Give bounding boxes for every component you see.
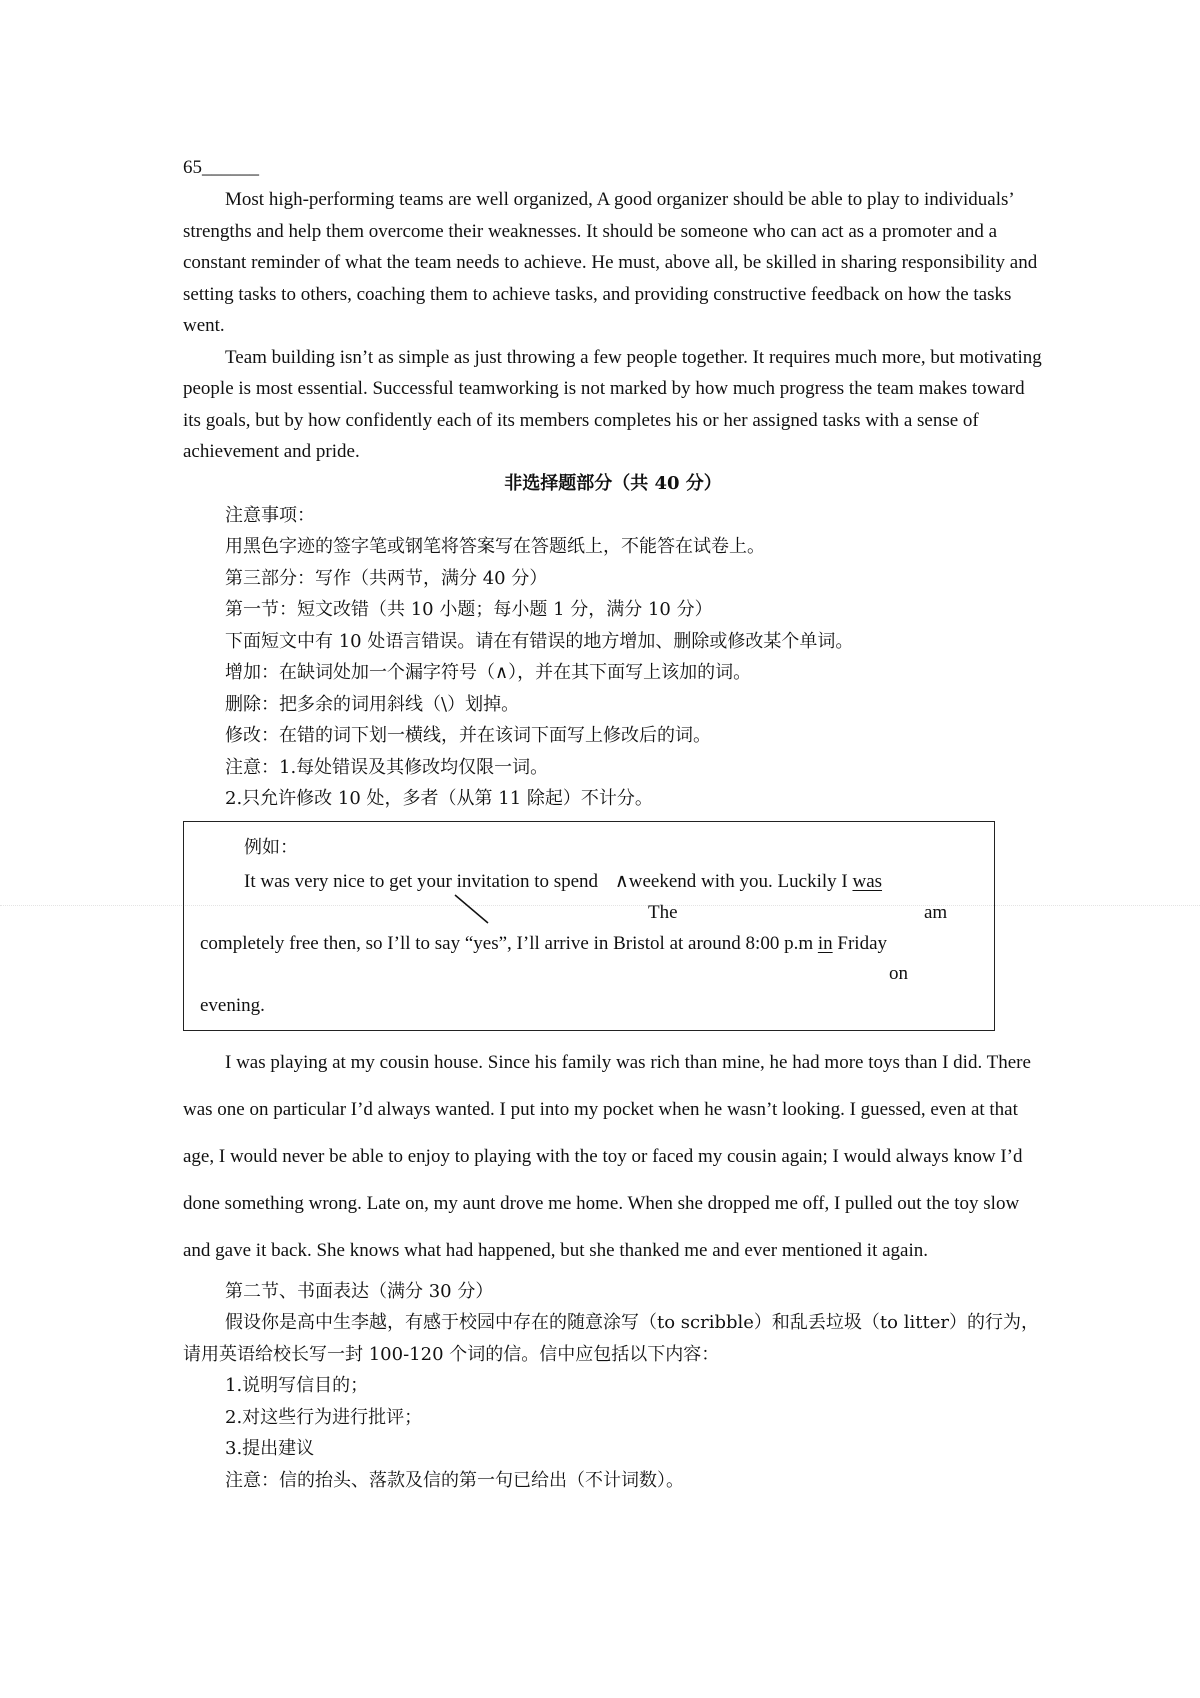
writing-item1: 1.说明写信目的； xyxy=(225,1375,369,1396)
notes-part3: 第三部分：写作（共两节，满分 40 分） xyxy=(225,567,548,589)
notes-delete: 删除：把多余的词用斜线（\）划掉。 xyxy=(225,693,520,715)
section-title: 非选择题部分（共 40 分） xyxy=(504,472,722,494)
caret-mark: ∧ xyxy=(614,870,629,892)
example-line2 xyxy=(200,932,887,956)
fix-on: on xyxy=(889,962,908,984)
error-correction-passage: I was playing at my cousin house. Since his family was rich than mine, he had more toys than I did. There was one on particular I’d always wanted. I put into my pocket when he wasn’t looking. I guessed, even at that age, I would never be able to enjoy to playing with the toy or faced my cousin again; I would always know I’d done something wrong. Late on, my aunt drove me home. When she dropped me off, I pulled out the toy slow and gave it back. She knows what had happened, but she thanked me and ever mentioned it again. xyxy=(183,1051,1031,1261)
passage-paragraph-1: Most high-performing teams are well organized, A good organizer should be able to play to individuals’ strengths and help them overcome their weaknesses. It should be someone who can act as a promoter and a constant reminder of what the team needs to achieve. He must, above all, be skilled in sharing responsibility and setting tasks to others, coaching them to achieve tasks, and providing constructive feedback on how the tasks went. xyxy=(183,189,1038,336)
example-box xyxy=(183,821,995,1031)
underlined-in: in xyxy=(817,932,833,954)
example-line2-text: completely free then, so I’ll to say “yes”, I’ll arrive in Bristol at around 8:00 p.m xyxy=(200,932,814,954)
fix-the: The xyxy=(648,901,678,923)
page-content xyxy=(183,152,1043,1496)
notes-add: 增加：在缺词处加一个漏字符号（∧），并在其下面写上该加的词。 xyxy=(225,662,752,683)
notes-attention1: 注意：1.每处错误及其修改均仅限一词。 xyxy=(225,756,549,778)
writing-prompt: 假设你是高中生李越，有感于校园中存在的随意涂写（to scribble）和乱丢垃圾（to litter）的行为，请用英语给校长写一封 100-120 个词的信。信中应包括以下内容： xyxy=(183,1312,1039,1365)
notes-line1: 用黑色字迹的签字笔或钢笔将答案写在答题纸上，不能答在试卷上。 xyxy=(225,536,765,557)
notes-title: 注意事项： xyxy=(225,504,315,526)
example-label: 例如： xyxy=(244,836,298,858)
slash-line xyxy=(455,895,488,923)
slash-mark xyxy=(452,893,492,927)
notes-modify: 修改：在错的词下划一横线，并在该词下面写上修改后的词。 xyxy=(225,725,711,746)
underlined-was: was xyxy=(852,870,883,892)
example-line1-text: It was very nice to get your invitation to spend xyxy=(244,870,599,892)
example-line1 xyxy=(244,870,882,894)
writing-title: 第二节、书面表达（满分 30 分） xyxy=(225,1280,494,1302)
fix-am: am xyxy=(924,901,948,923)
notes-section1: 第一节：短文改错（共 10 小题；每小题 1 分，满分 10 分） xyxy=(225,599,713,620)
writing-item3: 3.提出建议 xyxy=(225,1438,315,1459)
writing-note: 注意：信的抬头、落款及信的第一句已给出（不计词数）。 xyxy=(225,1469,684,1491)
passage-paragraph-2: Team building isn’t as simple as just throwing a few people together. It requires much more, but motivating people is most essential. Successful teamworking is not marked by how much progress the team makes toward its goals, but by how confidently each of its members completes his or her assigned tasks with a sense of achievement and pride. xyxy=(183,346,1042,462)
writing-item2: 2.对这些行为进行批评； xyxy=(225,1406,423,1428)
notes-intro: 下面短文中有 10 处语言错误。请在有错误的地方增加、删除或修改某个单词。 xyxy=(225,630,854,652)
example-line1-text-b: weekend with you. Luckily I xyxy=(628,870,848,892)
example-line3: evening. xyxy=(200,994,265,1016)
question-number: 65______ xyxy=(183,157,259,178)
notes-attention2: 2.只允许修改 10 处，多者（从第 11 除起）不计分。 xyxy=(225,788,653,809)
example-line2-text-b: Friday xyxy=(837,932,887,954)
